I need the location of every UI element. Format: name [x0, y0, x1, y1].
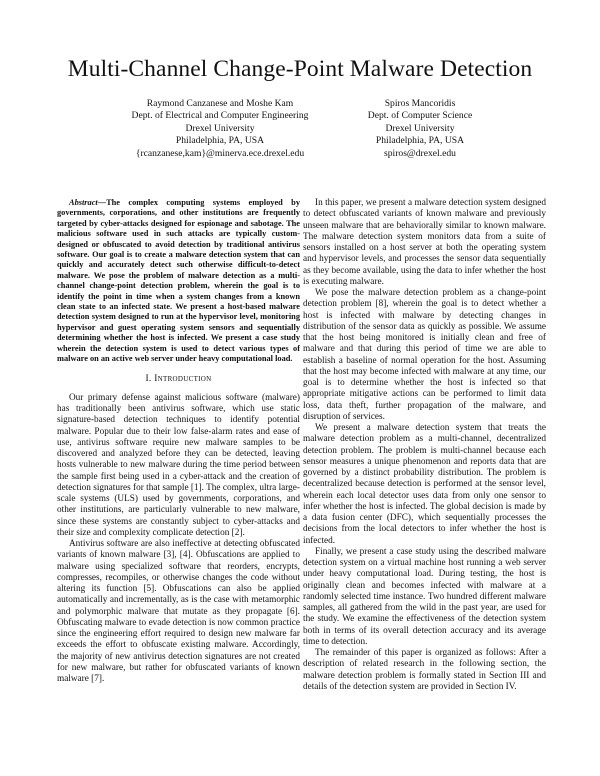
section-number: I.	[145, 373, 152, 384]
body-paragraph: We pose the malware detection problem as a change-point detection problem [8], wherein the goal is to detect whether a host is infected with malware by detecting changes in distribution of the sensor data as quickly as possible. We assume that the host being monitored is initially clean and free of malware and that during this period of time we are able to establish a baseline of normal operation for the host. Assuming that the host may become infected with malware at any time, our goal is to determine whether the host is infected so that appropriate mitigative actions can be performed to limit data loss, data theft, further propagation of the malware, and disruption of services.	[303, 288, 546, 422]
author-dept: Dept. of Electrical and Computer Engineering	[131, 110, 309, 122]
abstract	[57, 198, 300, 365]
body-paragraph: Antivirus software are also ineffective at detecting obfuscated variants of known malware [3], [4]. Obfuscations are applied to malware using specialized software that reorders, encrypts, compresses, recompiles, or otherwise changes the code without altering its function [5]. Obfuscations can also be applied automatically and incrementally, as is the case with metamorphic and polymorphic malware that mutate as they propagate [6]. Obfuscating malware to evade detection is now common practice since the engineering effort required to design new malware far exceeds the effort to obfuscate existing malware. Accordingly, the majority of new antivirus detection signatures are not created for new malware, but rather for obfuscated variants of known malware [7].	[57, 539, 300, 684]
author-names: Spiros Mancoridis	[384, 98, 456, 109]
body-paragraph: Finally, we present a case study using the described malware detection system on a virtual machine host running a web server under heavy computational load. During testing, the host is originally clean and becomes infected with malware at a randomly selected time instance. Two hundred different malware samples, all gathered from the wild in the past year, are used for the study. We examine the effectiveness of the detection system both in terms of its overall detection accuracy and its average time to detection.	[303, 546, 546, 647]
body-paragraph: The remainder of this paper is organized as follows: After a description of related research in the following section, the malware detection problem is formally stated in Section III and details of the detection system are provided in Section IV.	[303, 648, 546, 692]
abstract-label: Abstract	[69, 198, 98, 207]
section-title: Introduction	[154, 373, 212, 384]
author-block-2	[335, 98, 505, 160]
paper-title: Multi-Channel Change-Point Malware Detection	[67, 56, 533, 82]
author-names: Raymond Canzanese and Moshe Kam	[146, 98, 294, 109]
author-university: Drexel University	[385, 122, 455, 134]
section-heading	[57, 374, 300, 385]
right-column	[303, 198, 546, 693]
author-email: {rcanzanese,kam}@minerva.ece.drexel.edu	[135, 147, 305, 159]
author-email: spiros@drexel.edu	[384, 147, 456, 159]
author-location: Philadelphia, PA, USA	[375, 135, 465, 147]
body-paragraph: In this paper, we present a malware detection system designed to detect obfuscated variants of known malware and previously unseen malware that are behaviorally similar to known malware. The malware detection system monitors data from a suite of sensors installed on a host server at both the operating system and hypervisor levels, and processes the sensor data sequentially as they become available, using the data to infer whether the host is executing malware.	[303, 198, 546, 287]
left-column	[57, 198, 300, 685]
author-block-1	[100, 98, 340, 160]
body-paragraph: Our primary defense against malicious software (malware) has traditionally been antivirus software, which use static signature-based detection techniques to identify potential malware. Popular due to their low false-alarm rates and ease of use, antivirus software require new malware samples to be discovered and analyzed before they can be detected, leaving hosts vulnerable to new malware during the time period between the sample first being used in a cyber-attack and the creation of detection signatures for that sample [1]. The complex, ultra large-scale systems (ULS) used by governments, corporations, and other institutions, are particularly vulnerable to new malware, since these systems are constantly subject to cyber-attacks and their size and complexity complicate detection [2].	[57, 392, 300, 538]
author-location: Philadelphia, PA, USA	[175, 135, 265, 147]
abstract-text: —The complex computing systems employed by governments, corporations, and other institutions are frequently targeted by cyber-attacks designed for espionage and sabotage. The malicious software used in such attacks are typically custom-designed or obfuscated to avoid detection by traditional antivirus software. Our goal is to create a malware detection system that can quickly and accurately detect such otherwise difficult-to-detect malware. We pose the problem of malware detection as a multi-channel change-point detection problem, wherein the goal is to identify the point in time when a system changes from a known clean state to an infected state. We present a host-based malware detection system designed to run at the hypervisor level, monitoring hypervisor and guest operating system sensors and sequentially determining whether the host is infected. We present a case study wherein the detection system is used to detect various types of malware on an active web server under heavy computational load.	[57, 198, 300, 364]
body-paragraph: We present a malware detection system that treats the malware detection problem as a multi-channel, decentralized detection problem. The problem is multi-channel because each sensor measures a unique phenomenon and reports data that are governed by a distinct probability distribution. The problem is decentralized because detection is performed at the sensor level, wherein each local detector uses data from only one sensor to infer whether the host is infected. The global decision is made by a data fusion center (DFC), which sequentially processes the decisions from the local detectors to infer whether the host is infected.	[303, 423, 546, 546]
author-dept: Dept. of Computer Science	[367, 110, 473, 122]
author-university: Drexel University	[185, 122, 255, 134]
